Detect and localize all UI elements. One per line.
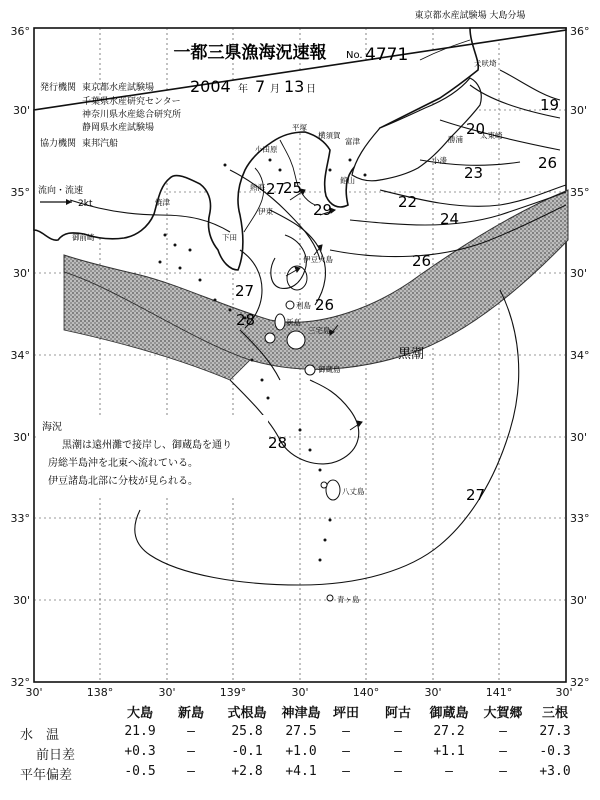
place-name: 平塚: [292, 123, 307, 132]
place-name: 利島: [296, 301, 311, 310]
lat-label: 32°: [570, 676, 590, 689]
table-cell: —: [499, 764, 507, 779]
date-month: 7: [255, 77, 266, 96]
col-header: 神津島: [281, 706, 321, 721]
col-header: 大島: [126, 706, 153, 721]
lat-label: 32°: [10, 676, 30, 689]
col-header: 三根: [541, 706, 568, 721]
island-hachijojima: [326, 480, 340, 500]
table-cell: —: [394, 744, 402, 759]
lon-label: 30': [291, 686, 309, 699]
note-heading: 海況: [42, 422, 62, 433]
island-kozushima: [265, 333, 275, 343]
place-name: 横須賀: [318, 131, 341, 140]
table-cell: —: [187, 744, 195, 759]
table-cell: —: [187, 764, 195, 779]
isotherm-label: 29: [313, 201, 333, 219]
place-name: 新島: [286, 318, 301, 327]
table-cell: —: [445, 764, 453, 779]
table-cell: +4.1: [285, 764, 317, 779]
lat-label: 33°: [570, 512, 590, 525]
table-cell: +0.3: [124, 744, 156, 759]
row-label: 水 温: [20, 728, 60, 743]
issuer-item: 神奈川県水産総合研究所: [82, 110, 182, 120]
lon-label: 30': [158, 686, 176, 699]
place-name: 小湊: [432, 156, 447, 165]
table-cell: 27.5: [285, 724, 317, 739]
lat-labels-left: [11, 25, 31, 689]
isotherm-label: 27: [235, 282, 255, 300]
lon-labels: [25, 686, 572, 699]
note-line: 房総半島沖を北東へ流れている。: [48, 458, 198, 469]
note-line: 黒潮は遠州灘で接岸し、御蔵島を通り: [62, 440, 232, 451]
lon-label: 30': [25, 686, 43, 699]
island-mikurajima: [305, 365, 315, 375]
lat-label: 30': [12, 431, 30, 444]
table-cell: +1.0: [285, 744, 317, 759]
date-year-unit: 年: [238, 84, 248, 95]
table-cell: +1.1: [433, 744, 465, 759]
table-cell: 25.8: [231, 724, 263, 739]
isotherm-label: 28: [268, 434, 288, 452]
table-cell: 21.9: [124, 724, 156, 739]
table-cell: —: [499, 724, 507, 739]
date-year: 2004: [190, 77, 231, 96]
place-name: 富津: [345, 137, 360, 146]
island-miyakejima: [287, 331, 305, 349]
table-cell: -0.5: [124, 764, 156, 779]
place-name: 小田原: [255, 145, 278, 154]
isotherm-label: 26: [412, 252, 432, 270]
lon-label: 138°: [86, 686, 114, 699]
table-cell: 27.2: [433, 724, 465, 739]
lon-label: 30': [424, 686, 442, 699]
issuer-item: 千葉県水産研究センター: [82, 97, 181, 107]
flow-legend-label: 流向・流速: [38, 186, 84, 196]
lon-label: 140°: [352, 686, 380, 699]
row-label: 前日差: [36, 748, 76, 763]
col-header: 坪田: [332, 706, 359, 721]
col-header: 大賀郷: [483, 706, 523, 721]
table-cell: —: [394, 764, 402, 779]
lat-label: 30': [12, 267, 30, 280]
place-name: 伊東: [258, 207, 273, 216]
issue-number: 4771: [365, 45, 409, 65]
island-niijima: [275, 314, 285, 330]
lat-label: 33°: [10, 512, 30, 525]
place-name: 焼津: [155, 198, 170, 207]
island-hachijo-kojima: [321, 482, 327, 488]
lat-label: 35°: [570, 186, 590, 199]
lat-label: 30': [570, 104, 588, 117]
table-cell: —: [342, 764, 350, 779]
place-name: 伊豆大島: [303, 255, 333, 264]
lon-label: 30': [555, 686, 573, 699]
lat-label: 30': [12, 594, 30, 607]
date-day: 13: [284, 77, 305, 96]
table-cell: —: [342, 744, 350, 759]
table-cell: -0.3: [539, 744, 571, 759]
place-name: 青ヶ島: [337, 595, 360, 604]
place-name: 御蔵島: [318, 365, 341, 374]
isotherm-label: 27: [266, 180, 286, 198]
island-toshima: [286, 301, 294, 309]
kuroshio-label: 黒潮: [398, 347, 425, 362]
place-name: 犬吠埼: [474, 59, 497, 68]
isotherm-label: 23: [464, 164, 484, 182]
lon-label: 139°: [219, 686, 247, 699]
lat-label: 30': [570, 267, 588, 280]
place-name: 勝浦: [448, 135, 463, 144]
water-temperature-table: [0, 700, 600, 800]
isotherm-label: 19: [540, 96, 560, 114]
flow-legend-speed: 2kt: [78, 199, 93, 209]
lat-label: 36°: [570, 25, 590, 38]
source-label: 東京都水産試験場 大島分場: [414, 11, 526, 21]
col-header: 新島: [177, 706, 204, 721]
table-cell: +3.0: [539, 764, 571, 779]
isotherm-label: 22: [398, 193, 418, 211]
island-aogashima: [327, 595, 333, 601]
issue-label: No.: [346, 50, 363, 61]
isotherm-label: 27: [466, 486, 486, 504]
place-name: 下田: [222, 233, 237, 242]
place-name: 熱海: [250, 183, 265, 192]
lat-label: 34°: [570, 349, 590, 362]
issuer-item: 静岡県水産試験場: [82, 123, 155, 133]
issuer-item: 東京都水産試験場: [82, 83, 155, 93]
table-cell: —: [499, 744, 507, 759]
table-cell: +2.8: [231, 764, 263, 779]
lat-label: 30': [570, 431, 588, 444]
isotherm-label: 20: [466, 120, 486, 138]
isotherm-label: 24: [440, 210, 460, 228]
lat-labels-right: [570, 25, 590, 689]
lat-label: 36°: [10, 25, 30, 38]
table-cell: -0.1: [231, 744, 263, 759]
lat-label: 30': [12, 104, 30, 117]
isotherm-label: 28: [236, 311, 256, 329]
note-line: 伊豆諸島北部に分枝が見られる。: [48, 476, 198, 487]
sea-condition-note: [38, 415, 268, 497]
lat-label: 30': [570, 594, 588, 607]
place-name: 三宅島: [308, 326, 331, 335]
coop-item: 東邦汽船: [82, 139, 119, 149]
place-name: 館山: [340, 176, 355, 185]
issuer-label: 発行機関: [40, 83, 77, 93]
table-cell: —: [394, 724, 402, 739]
lon-label: 141°: [485, 686, 513, 699]
row-label: 平年偏差: [20, 768, 73, 783]
col-header: 御蔵島: [429, 706, 469, 721]
col-header: 式根島: [227, 706, 267, 721]
date-day-unit: 日: [306, 84, 316, 95]
place-name: 太東崎: [480, 131, 503, 140]
lat-label: 34°: [10, 349, 30, 362]
date-month-unit: 月: [270, 84, 280, 95]
place-name: 八丈島: [342, 487, 365, 496]
lat-label: 35°: [10, 186, 30, 199]
table-cell: —: [187, 724, 195, 739]
coop-label: 協力機関: [40, 139, 77, 149]
isotherm-label: 26: [315, 296, 335, 314]
table-cell: 27.3: [539, 724, 571, 739]
isotherm-label: 25: [283, 179, 303, 197]
place-name: 御前崎: [72, 233, 95, 242]
col-header: 阿古: [384, 706, 411, 721]
table-cell: —: [342, 724, 350, 739]
page-title: 一都三県漁海況速報: [173, 43, 327, 63]
isotherm-label: 26: [538, 154, 558, 172]
